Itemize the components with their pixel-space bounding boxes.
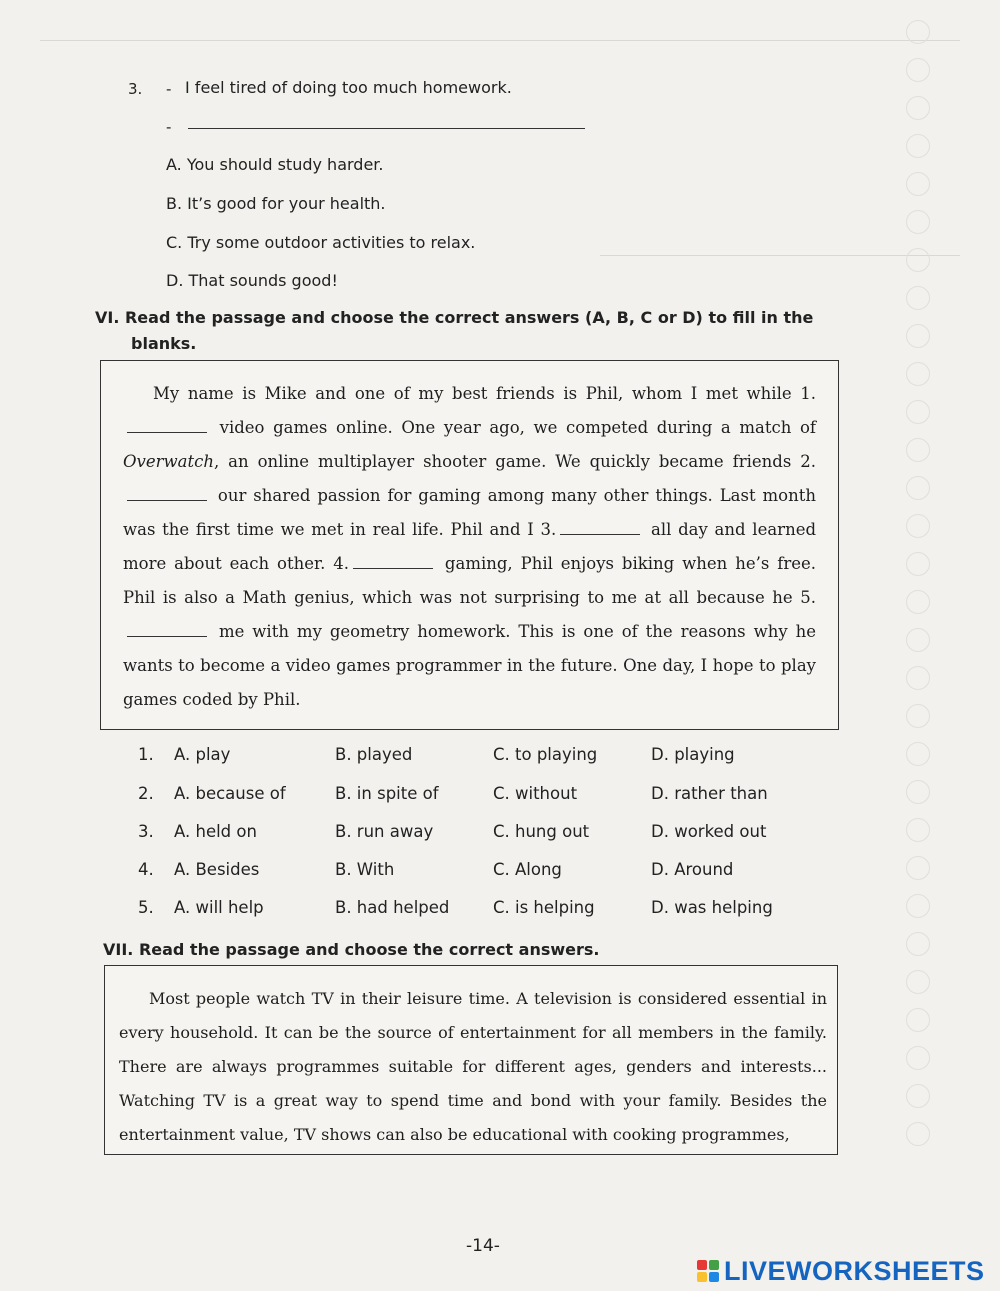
answer-row (138, 822, 818, 852)
answer-option-a[interactable]: A. Besides (174, 860, 260, 879)
liveworksheets-logo (697, 1256, 985, 1286)
answer-option-a[interactable]: A. play (174, 745, 231, 764)
answer-option-b[interactable]: B. run away (335, 822, 434, 841)
answer-option-b[interactable]: B. played (335, 745, 413, 764)
answer-number: 4. (138, 860, 154, 879)
blank-4[interactable] (353, 552, 433, 570)
liveworksheets-logo-icon (697, 1260, 719, 1282)
answer-option-c[interactable]: C. hung out (493, 822, 590, 841)
answer-option-a[interactable]: A. held on (174, 822, 257, 841)
answer-option-d[interactable]: D. playing (651, 745, 735, 764)
answer-number: 3. (138, 822, 154, 841)
answer-number: 5. (138, 898, 154, 917)
answer-number: 1. (138, 745, 154, 764)
page-number: -14- (466, 1236, 500, 1256)
answer-option-d[interactable]: D. Around (651, 860, 734, 879)
answer-option-a[interactable]: A. because of (174, 784, 286, 803)
blank-1[interactable] (127, 416, 207, 434)
dialogue-dash: - (166, 118, 172, 136)
option-c: C. Try some outdoor activities to relax. (166, 233, 476, 252)
answer-row (138, 784, 818, 814)
section-7-title: VII. Read the passage and choose the correct answers. (103, 940, 600, 959)
logo-text: LIVEWORKSHEETS (724, 1255, 985, 1286)
question-prompt: I feel tired of doing too much homework. (185, 78, 512, 97)
answer-option-b[interactable]: B. in spite of (335, 784, 439, 803)
passage-text-2: Most people watch TV in their leisure time. A television is considered essential in every household. It can be the source of entertainment for all members in the family. There are always programmes suitable for different ages, genders and interests... Watching TV is a great way to spend time and bond with your family. Besides the entertainment value, TV shows can also be educational with cooking programmes, (119, 989, 827, 1144)
answer-number: 2. (138, 784, 154, 803)
passage-box (100, 360, 839, 730)
blank-2[interactable] (127, 484, 207, 502)
answer-option-d[interactable]: D. worked out (651, 822, 767, 841)
blank-3[interactable] (560, 518, 640, 536)
answer-blank-line[interactable] (188, 128, 585, 129)
passage-box-2 (104, 965, 838, 1155)
answer-option-c[interactable]: C. without (493, 784, 578, 803)
blank-5[interactable] (127, 620, 207, 638)
answer-option-c[interactable]: C. is helping (493, 898, 595, 917)
question-number: 3. (128, 80, 143, 98)
answer-option-b[interactable]: B. had helped (335, 898, 450, 917)
answer-option-a[interactable]: A. will help (174, 898, 264, 917)
answer-option-c[interactable]: C. to playing (493, 745, 598, 764)
option-b: B. It’s good for your health. (166, 194, 386, 213)
passage-text: My name is Mike and one of my best friends is Phil, whom I met while 1. video games online. One year ago, we competed during a match of Overwatch, an online multiplayer shooter game. We quickly became friends 2. our shared passion for gaming among many other things. Last month was the first time we met in real life. Phil and I 3. all day and learned more about each other. 4. gaming, Phil enjoys biking when he’s free. Phil is also a Math genius, which was not surprising to me at all because he 5. me with my geometry homework. This is one of the reasons why he wants to become a video games programmer in the future. One day, I hope to play games coded by Phil. (123, 384, 817, 709)
section-6-title: VI. Read the passage and choose the correct answers (A, B, C or D) to fill in the blanks. (95, 308, 814, 353)
answer-option-b[interactable]: B. With (335, 860, 395, 879)
answer-option-d[interactable]: D. rather than (651, 784, 768, 803)
bleed-through-line (40, 40, 960, 41)
dialogue-dash: - (166, 80, 172, 98)
answer-row (138, 860, 818, 890)
answer-row (138, 898, 818, 928)
answer-option-c[interactable]: C. Along (493, 860, 562, 879)
binder-holes (906, 20, 930, 1120)
option-a: A. You should study harder. (166, 155, 384, 174)
answer-row (138, 745, 818, 775)
answer-option-d[interactable]: D. was helping (651, 898, 773, 917)
option-d: D. That sounds good! (166, 271, 338, 290)
